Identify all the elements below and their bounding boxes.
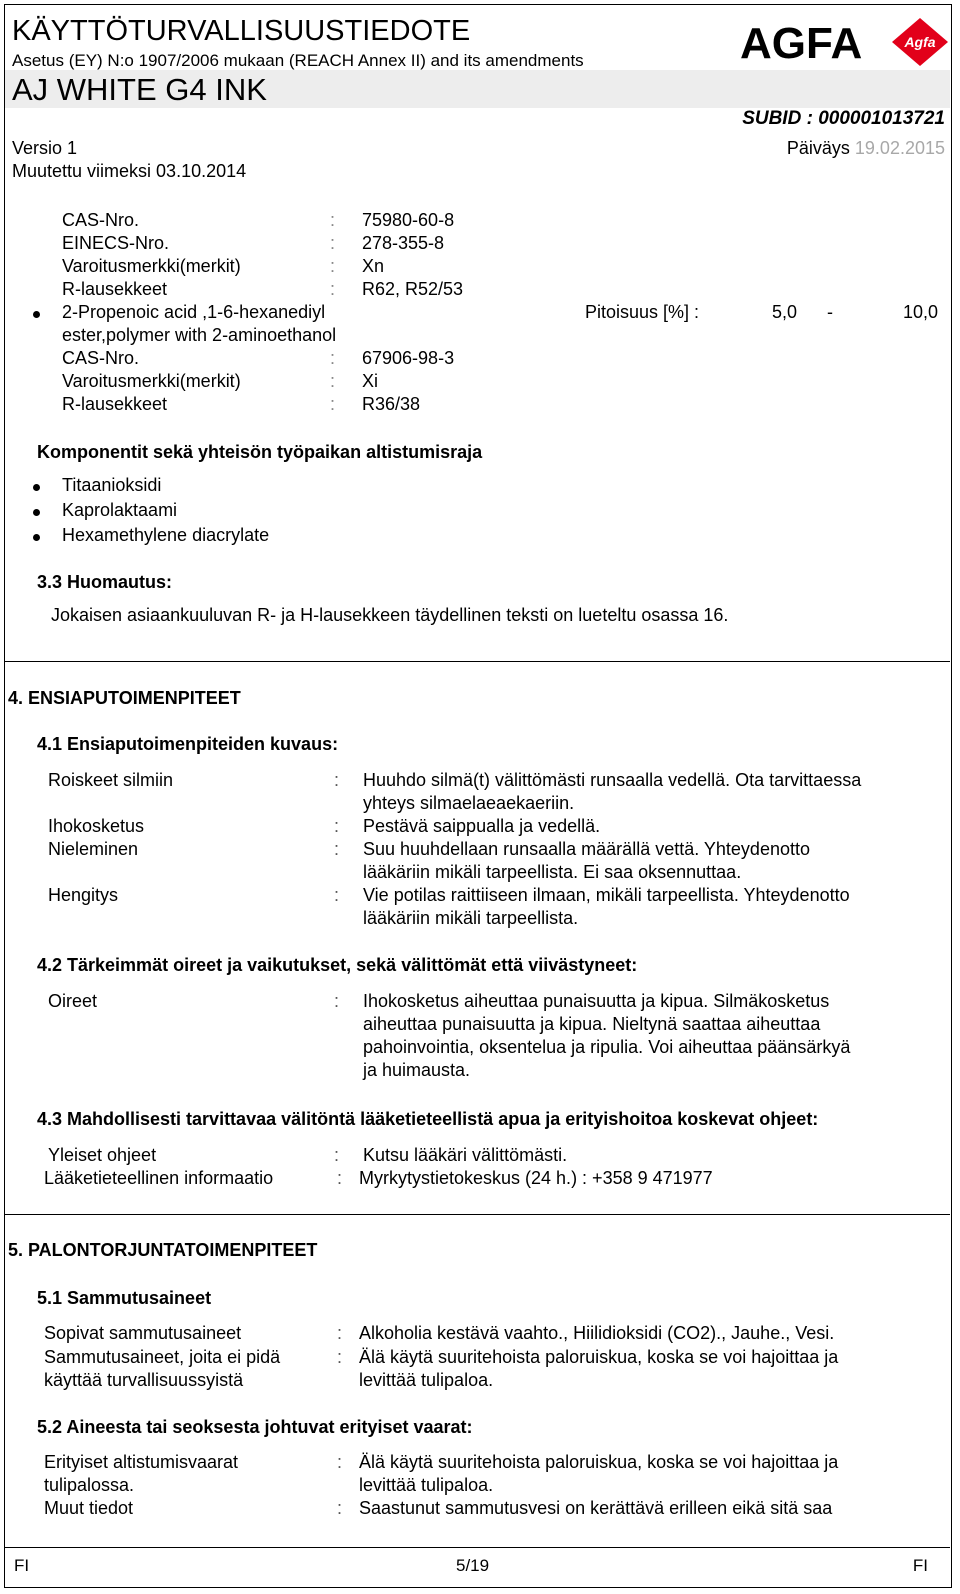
concentration-max: 10,0 [902, 302, 938, 322]
concentration-min: 5,0 [772, 302, 798, 322]
first-aid-text: Huuhdo silmä(t) välittömästi runsaalla vedellä. Ota tarvittaessa [363, 770, 862, 790]
colon: : [337, 1498, 343, 1518]
exposure-item: Hexamethylene diacrylate [62, 525, 270, 545]
symptoms-label: Oireet [48, 991, 98, 1011]
agfa-badge-text: Agfa [904, 34, 936, 50]
c1-value: Xn [362, 256, 385, 276]
colon: : [330, 256, 336, 276]
version: Versio 1 [12, 138, 78, 158]
section-4-heading: 4. ENSIAPUTOIMENPITEET [8, 688, 241, 708]
section-5-1-heading: 5.1 Sammutusaineet [37, 1288, 212, 1308]
symptoms-text: Ihokosketus aiheuttaa punaisuutta ja kipua. Silmäkosketus [363, 991, 830, 1011]
issue-date [787, 138, 945, 159]
colon: : [337, 1347, 343, 1367]
colon: : [334, 1145, 340, 1165]
subid: SUBID : 000001013721 [742, 108, 945, 129]
colon: : [330, 371, 336, 391]
c1-label: EINECS-Nro. [62, 233, 170, 253]
colon: : [334, 991, 340, 1011]
section-5-heading: 5. PALONTORJUNTATOIMENPITEET [8, 1240, 318, 1260]
exposure-item: Kaprolaktaami [62, 500, 178, 520]
colon: : [330, 394, 336, 414]
first-aid-text: yhteys silmaelaeaekaeriin. [363, 793, 575, 813]
medical-label: Lääketieteellinen informaatio [44, 1168, 274, 1188]
c1-value: 75980-60-8 [362, 210, 455, 230]
medical-text: Myrkytystietokeskus (24 h.) : +358 9 471977 [359, 1168, 713, 1188]
section-3-3-heading: 3.3 Huomautus: [37, 572, 173, 592]
c1-label: CAS-Nro. [62, 210, 140, 230]
colon: : [334, 816, 340, 836]
extinguishing-label: Sopivat sammutusaineet [44, 1323, 242, 1343]
symptoms-text: ja huimausta. [363, 1060, 471, 1080]
extinguishing-text: levittää tulipaloa. [359, 1370, 494, 1390]
regulation-text: Asetus (EY) N:o 1907/2006 mukaan (REACH Annex II) and its amendments [12, 51, 584, 70]
hazard-text: levittää tulipaloa. [359, 1475, 494, 1495]
colon: : [337, 1168, 343, 1188]
first-aid-label: Hengitys [48, 885, 119, 905]
extinguishing-label: käyttää turvallisuussyistä [44, 1370, 244, 1390]
date-label: Päiväys [786, 138, 850, 158]
section-5-2-heading: 5.2 Aineesta tai seoksesta johtuvat erityiset vaarat: [37, 1417, 473, 1437]
exposure-item: Titaanioksidi [62, 475, 162, 495]
c2-name-line1: 2-Propenoic acid ,1-6-hexanediyl [62, 302, 326, 322]
section-4-1-heading: 4.1 Ensiaputoimenpiteiden kuvaus: [37, 734, 339, 754]
document-title: KÄYTTÖTURVALLISUUSTIEDOTE [12, 15, 471, 47]
c2-name-line2: ester,polymer with 2-aminoethanol [62, 325, 337, 345]
hazard-text: Saastunut sammutusvesi on kerättävä erilleen eikä sitä saa [359, 1498, 833, 1518]
c2-label: Varoitusmerkki(merkit) [62, 371, 241, 391]
colon: : [334, 839, 340, 859]
product-name: AJ WHITE G4 INK [12, 72, 267, 107]
hazard-text: Älä käytä suuritehoista paloruiskua, koska se voi hajoittaa ja [359, 1452, 839, 1472]
first-aid-label: Ihokosketus [48, 816, 145, 836]
c1-value: 278-355-8 [362, 233, 445, 253]
extinguishing-text: Älä käytä suuritehoista paloruiskua, koska se voi hajoittaa ja [359, 1347, 839, 1367]
bullet-icon [33, 509, 40, 516]
concentration-label: Pitoisuus [%] : [585, 302, 700, 322]
c2-label: CAS-Nro. [62, 348, 140, 368]
first-aid-label: Nieleminen [48, 839, 139, 859]
medical-text: Kutsu lääkäri välittömästi. [363, 1145, 568, 1165]
medical-label: Yleiset ohjeet [48, 1145, 157, 1165]
c1-label: Varoitusmerkki(merkit) [62, 256, 241, 276]
colon: : [330, 348, 336, 368]
hazard-label: Erityiset altistumisvaarat [44, 1452, 239, 1472]
symptoms-text: pahoinvointia, oksentelua ja ripulia. Voi aiheuttaa päänsärkyä [363, 1037, 851, 1057]
hazard-label: tulipalossa. [44, 1475, 135, 1495]
c2-label: R-lausekkeet [62, 394, 168, 414]
footer-language-left: FI [14, 1556, 30, 1575]
exposure-heading: Komponentit sekä yhteisön työpaikan altistumisraja [37, 442, 483, 462]
section-4-3-heading: 4.3 Mahdollisesti tarvittavaa välitöntä lääketieteellistä apua ja erityishoitoa koskevat ohjeet: [37, 1109, 819, 1129]
first-aid-text: Pestävä saippualla ja vedellä. [363, 816, 601, 836]
c1-value: R62, R52/53 [362, 279, 464, 299]
colon: : [337, 1323, 343, 1343]
colon: : [330, 210, 336, 230]
c1-label: R-lausekkeet [62, 279, 168, 299]
first-aid-text: Suu huuhdellaan runsaalla määrällä vettä. Yhteydenotto [363, 839, 810, 859]
footer-language-right: FI [912, 1556, 928, 1575]
section-divider [5, 1214, 950, 1215]
bullet-icon [33, 311, 40, 318]
colon: : [337, 1452, 343, 1472]
symptoms-text: aiheuttaa punaisuutta ja kipua. Nieltynä saattaa aiheuttaa [363, 1014, 821, 1034]
colon: : [334, 770, 340, 790]
footer-divider [5, 1547, 950, 1548]
agfa-logo [740, 16, 950, 73]
hazard-label: Muut tiedot [44, 1498, 134, 1518]
first-aid-text: lääkäriin mikäli tarpeellista. Ei saa oksennuttaa. [363, 862, 742, 882]
c2-value: R36/38 [362, 394, 421, 414]
colon: : [334, 885, 340, 905]
concentration-dash: - [827, 302, 833, 322]
colon: : [330, 279, 336, 299]
extinguishing-label: Sammutusaineet, joita ei pidä [44, 1347, 281, 1367]
c2-value: 67906-98-3 [362, 348, 455, 368]
bullet-icon [33, 484, 40, 491]
extinguishing-text: Alkoholia kestävä vaahto., Hiilidioksidi (CO2)., Jauhe., Vesi. [359, 1323, 835, 1343]
c2-value: Xi [362, 371, 379, 391]
date-value: 19.02.2015 [854, 138, 945, 158]
section-3-3-text: Jokaisen asiaankuuluvan R- ja H-lausekkeen täydellinen teksti on lueteltu osassa 16. [51, 605, 729, 625]
section-divider [5, 661, 950, 662]
first-aid-text: lääkäriin mikäli tarpeellista. [363, 908, 579, 928]
colon: : [330, 233, 336, 253]
bullet-icon [33, 534, 40, 541]
last-modified: Muutettu viimeksi 03.10.2014 [12, 161, 247, 181]
agfa-logo-text: AGFA [740, 19, 863, 68]
first-aid-text: Vie potilas raittiiseen ilmaan, mikäli tarpeellista. Yhteydenotto [363, 885, 850, 905]
section-4-2-heading: 4.2 Tärkeimmät oireet ja vaikutukset, sekä välittömät että viivästyneet: [37, 955, 638, 975]
page-number: 5/19 [456, 1556, 490, 1575]
first-aid-label: Roiskeet silmiin [48, 770, 174, 790]
